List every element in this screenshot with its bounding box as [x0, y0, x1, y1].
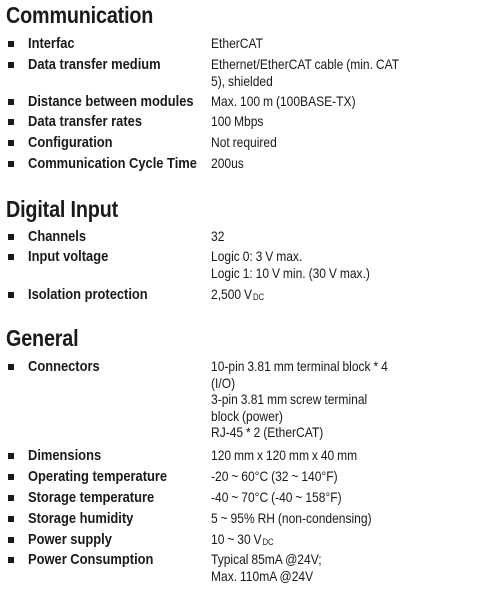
spec-value-text: 10-pin 3.81 mm terminal block * 4: [211, 358, 388, 374]
spec-value-text: Typical 85mA @24V;: [211, 551, 322, 567]
spec-value-text: 5 ~ 95% RH (non-condensing): [211, 510, 372, 526]
spec-label: Power Consumption: [28, 551, 154, 568]
spec-label: Storage humidity: [28, 510, 134, 527]
square-bullet-icon: [8, 62, 14, 68]
spec-value: [211, 113, 402, 130]
spec-value: [211, 510, 402, 527]
spec-value-line: [211, 489, 402, 506]
spec-value-text: Max. 100 m (100BASE-TX): [211, 93, 356, 109]
spec-value: [211, 155, 402, 172]
spec-value: [211, 228, 402, 245]
spec-value-line: [211, 56, 402, 73]
spec-value-text: EtherCAT: [211, 35, 263, 51]
spec-value-line: [211, 134, 402, 151]
spec-value: [211, 286, 402, 306]
spec-value-text: 32: [211, 228, 225, 244]
spec-label: Interfac: [28, 35, 75, 52]
spec-value: [211, 35, 402, 52]
spec-value-text: 200us: [211, 155, 244, 171]
square-bullet-icon: [8, 516, 14, 522]
spec-value-text: 2,500 V: [211, 286, 253, 302]
spec-value: [211, 134, 402, 151]
spec-value: [211, 56, 402, 89]
section-title-general: General: [6, 325, 79, 351]
spec-value-line: [211, 228, 402, 245]
unit-subscript: DC: [262, 537, 274, 547]
spec-value: [211, 358, 402, 441]
square-bullet-icon: [8, 99, 14, 105]
spec-value-text: RJ-45 * 2 (EtherCAT): [211, 424, 324, 440]
spec-value-line: [211, 73, 402, 90]
square-bullet-icon: [8, 140, 14, 146]
spec-label: Communication Cycle Time: [28, 155, 197, 172]
section-title-digital-input: Digital Input: [6, 196, 119, 222]
square-bullet-icon: [8, 495, 14, 501]
spec-value-text: 100 Mbps: [211, 113, 264, 129]
square-bullet-icon: [8, 292, 14, 298]
spec-value: [211, 447, 402, 464]
spec-label: Dimensions: [28, 447, 102, 464]
spec-value-line: [211, 424, 402, 441]
spec-value-text: Logic 1: 10 V min. (30 V max.): [211, 264, 370, 281]
spec-value-line: [211, 358, 402, 375]
spec-label: Connectors: [28, 358, 100, 375]
spec-value-text: (I/O): [211, 374, 236, 391]
spec-value: [211, 489, 402, 506]
spec-label: Isolation protection: [28, 286, 148, 303]
spec-label: Distance between modules: [28, 93, 194, 110]
square-bullet-icon: [8, 474, 14, 480]
spec-value-text: 120 mm x 120 mm x 40 mm: [211, 447, 358, 463]
spec-value-text: Ethernet/EtherCAT cable (min. CAT: [211, 56, 400, 72]
spec-value-line: [211, 265, 402, 282]
spec-value-line: [211, 408, 402, 425]
spec-value-line: [211, 551, 402, 568]
spec-value: [211, 531, 402, 551]
spec-value: [211, 248, 402, 281]
spec-value: [211, 93, 402, 110]
spec-value: [211, 551, 402, 584]
spec-value-line: [211, 468, 402, 485]
unit-subscript: DC: [252, 292, 265, 302]
square-bullet-icon: [8, 557, 14, 563]
spec-label: Power supply: [28, 531, 112, 548]
spec-value-text: 3-pin 3.81 mm screw terminal: [211, 391, 368, 407]
spec-value-line: [211, 375, 402, 392]
square-bullet-icon: [8, 119, 14, 125]
spec-value-line: [211, 531, 402, 551]
spec-value-text: -40 ~ 70°C (-40 ~ 158°F): [211, 489, 342, 505]
spec-label: Channels: [28, 228, 87, 245]
spec-label: Data transfer medium: [28, 56, 161, 73]
spec-value-line: [211, 447, 402, 464]
spec-value-text: Not required: [211, 134, 277, 150]
spec-value-text: block (power): [211, 407, 283, 424]
spec-value: [211, 468, 402, 485]
spec-label: Storage temperature: [28, 489, 155, 506]
spec-value-line: [211, 391, 402, 408]
spec-label: Operating temperature: [28, 468, 168, 485]
spec-value-line: [211, 510, 402, 527]
spec-value-text: Logic 0: 3 V max.: [211, 248, 303, 264]
spec-value-line: [211, 248, 402, 265]
spec-label: Configuration: [28, 134, 113, 151]
spec-value-line: [211, 155, 402, 172]
spec-label: Input voltage: [28, 248, 109, 265]
spec-value-line: [211, 93, 402, 110]
square-bullet-icon: [8, 254, 14, 260]
square-bullet-icon: [8, 161, 14, 167]
section-title-communication: Communication: [6, 2, 154, 28]
spec-label: Data transfer rates: [28, 113, 143, 130]
spec-value-text: Max. 110mA @24V: [211, 567, 314, 584]
square-bullet-icon: [8, 234, 14, 240]
spec-value-line: [211, 35, 402, 52]
spec-value-text: 10 ~ 30 V: [211, 531, 262, 547]
spec-value-line: [211, 113, 402, 130]
square-bullet-icon: [8, 364, 14, 370]
spec-value-line: [211, 568, 402, 585]
square-bullet-icon: [8, 453, 14, 459]
square-bullet-icon: [8, 41, 14, 47]
spec-value-text: 5), shielded: [211, 72, 273, 89]
spec-value-line: [211, 286, 402, 306]
spec-value-text: -20 ~ 60°C (32 ~ 140°F): [211, 468, 338, 484]
square-bullet-icon: [8, 537, 14, 543]
